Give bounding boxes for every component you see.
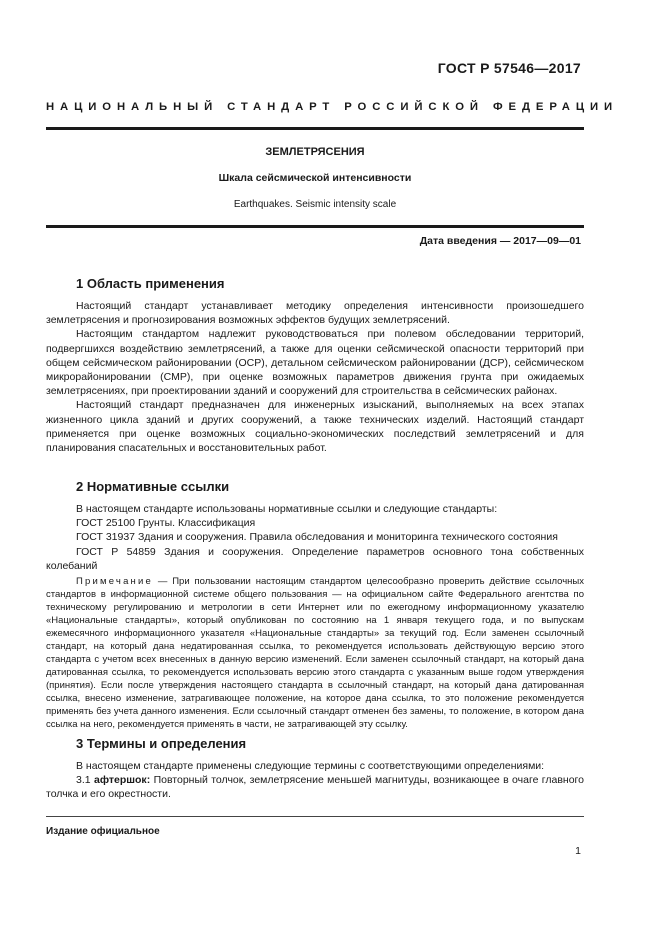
term-entry xyxy=(46,773,584,801)
terms-intro: В настоящем стандарте применены следующие термины с соответствующими определениями: xyxy=(76,760,545,772)
footer-rule xyxy=(46,816,584,817)
gost-number: ГОСТ Р 57546—2017 xyxy=(437,60,581,76)
section-1-body xyxy=(46,299,584,455)
document-title-english: Earthquakes. Seismic intensity scale xyxy=(233,199,397,210)
document-title: ЗЕМЛЕТРЯСЕНИЯ xyxy=(265,146,365,158)
paragraph: Настоящий стандарт предназначен для инженерных изысканий, выполняемых на всех этапах жизненного цикла зданий и других сооружений, а также технических изделий. Настоящий стандарт применяется при оценке возможных социально-экономических последствий землетрясений и для планирования спасательных и восстановительных работ. xyxy=(46,399,584,455)
section-3-body xyxy=(46,759,584,802)
top-rule xyxy=(46,127,584,130)
note-block xyxy=(46,575,584,731)
note-text: — При пользовании настоящим стандартом целесообразно проверить действие ссылочных стандартов в информационной системе общего пользования — на официальном сайте Федерального агентства по техническому регулированию и метрологии в сети Интернет или по ежегодному информационному указателю «Национальные стандарты», который опубликован по состоянию на 1 января текущего года, и по выпускам ежемесячного информационного указателя «Национальные стандарты» за текущий год. Если заменен ссылочный стандарт, на который дана недатированная ссылка, то рекомендуется использовать действующую версию этого стандарта с учетом всех внесенных в данную версию изменений. Если заменен ссылочный стандарт, на который дана датированная ссылка, то рекомендуется использовать версию этого стандарта с указанным выше годом утверждения (принятия). Если после утверждения настоящего стандарта в ссылочный стандарт, на который дана датированная ссылка, внесено изменение, затрагивающее положение, на которое дана ссылка, то это положение рекомендуется применять без учета данного изменения. Если ссылочный стандарт отменен без замены, то положение, в котором дана ссылка на него, рекомендуется применять в части, не затрагивающей эту ссылку. xyxy=(46,576,584,730)
reference-item: ГОСТ 31937 Здания и сооружения. Правила обследования и мониторинга технического состояния xyxy=(76,531,558,544)
section-2-heading: 2 Нормативные ссылки xyxy=(76,479,230,494)
normative-references xyxy=(46,502,584,573)
page-number: 1 xyxy=(575,845,581,857)
term-definition: Повторный толчок, землетрясение меньшей магнитуды, возникающее в очаге главного толчка и его окрестности. xyxy=(46,774,584,801)
note-label: Примечание xyxy=(76,576,153,587)
paragraph: Настоящим стандартом надлежит руководствоваться при полевом обследовании территорий, подвергшихся воздействию землетрясений, а также для оценки сейсмической опасности территорий при общем сейсмическом районировании (ОСР), детальном сейсмическом районировании (ДСР), сейсмическом микрорайонировании (СМР), при оценке возможных параметров движения грунта при ожидаемых землетрясениях, при проектировании зданий и сооружений для строительства в сейсмических районах. xyxy=(46,328,584,398)
official-edition-label: Издание официальное xyxy=(46,826,160,837)
section-3-heading: 3 Термины и определения xyxy=(76,736,247,751)
national-standard-banner: НАЦИОНАЛЬНЫЙ СТАНДАРТ РОССИЙСКОЙ ФЕДЕРАЦИИ xyxy=(46,101,619,113)
paragraph: Настоящий стандарт устанавливает методику определения интенсивности произошедшего землетрясения и прогнозирования возможных эффектов будущих землетрясений. xyxy=(46,300,584,327)
document-subtitle: Шкала сейсмической интенсивности xyxy=(218,172,412,184)
reference-item: ГОСТ 25100 Грунты. Классификация xyxy=(76,517,256,530)
reference-item: ГОСТ Р 54859 Здания и сооружения. Определение параметров основного тона собственных колебаний xyxy=(46,545,584,572)
title-bottom-rule xyxy=(46,225,584,228)
term-name: афтершок: xyxy=(93,774,151,787)
introduction-date: Дата введения — 2017—09—01 xyxy=(419,235,581,247)
section-1-heading: 1 Область применения xyxy=(76,276,225,291)
term-number: 3.1 xyxy=(76,774,91,787)
references-intro: В настоящем стандарте использованы нормативные ссылки и следующие стандарты: xyxy=(76,503,498,515)
